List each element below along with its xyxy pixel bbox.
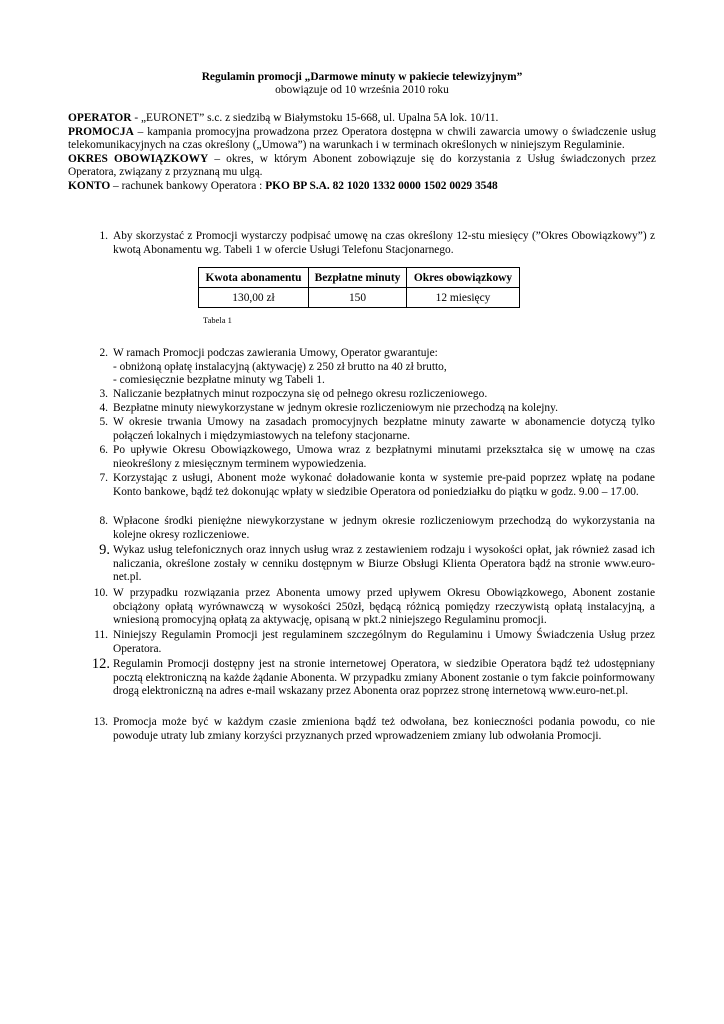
list-item-text (113, 347, 655, 388)
table-header: Okres obowiązkowy (407, 268, 520, 288)
definition-term: PROMOCJA (68, 125, 134, 138)
definition-konto (68, 180, 656, 194)
list-item-line: Aby skorzystać z Promocji wystarczy podpisać umowę na czas określony 12-stu miesięcy (”Okres Obowiązkowy”) z kwotą Abonamentu wg. Tabeli 1 w ofercie Usługi Telefonu Stacjonarnego. (113, 230, 655, 256)
definition-text: - „EURONET” s.c. z siedzibą w Białymstoku 15-668, ul. Upalna 5A lok. 10/11. (131, 112, 499, 124)
bank-account-number: PKO BP S.A. 82 1020 1332 0000 1502 0029 3548 (265, 179, 498, 192)
list-item-line: - comiesięcznie bezpłatne minuty wg Tabeli 1. (113, 374, 325, 386)
list-item-number: 13. (93, 716, 108, 728)
list-item-text (113, 515, 655, 542)
list-item-text (113, 629, 655, 656)
list-item-number: 12. (91, 656, 110, 672)
list-item-text (113, 658, 655, 699)
list-item-text (113, 587, 655, 628)
list-item-number: 8. (99, 515, 108, 527)
list-item-line: W ramach Promocji podczas zawierania Umowy, Operator gwarantuje: (113, 347, 438, 359)
list-item-line: - obniżoną opłatę instalacyjną (aktywację) z 250 zł brutto na 40 zł brutto, (113, 360, 447, 373)
table-header: Kwota abonamentu (199, 268, 309, 288)
list-item-line: Wpłacone środki pieniężne niewykorzystane w jednym okresie rozliczeniowym przechodzą do wykorzystania na kolejne okresy rozliczeniowe. (113, 515, 655, 541)
list-item-number: 7. (99, 472, 108, 484)
list-item-line: Wykaz usług telefonicznych oraz innych usług wraz z zestawieniem rodzaju i wysokości opłat, jak również zasad ich naliczania, określone zostały w cenniku dostępnym w Biurze Obsługi Klienta Operatora bądź na stronie www.euro-net.pl. (113, 544, 655, 583)
list-item-number: 5. (99, 416, 108, 428)
document-title: Regulamin promocji „Darmowe minuty w pakiecie telewizyjnym” (201, 71, 523, 83)
list-item-text (113, 402, 655, 416)
list-item-text (113, 716, 655, 743)
table-cell: 12 miesięcy (407, 288, 520, 308)
list-item-line: Niniejszy Regulamin Promocji jest regulaminem szczególnym do Regulaminu i Umowy Świadczenia Usług przez Operatora. (113, 629, 655, 655)
table-header: Bezpłatne minuty (309, 268, 407, 288)
list-item-number: 9. (99, 542, 110, 558)
list-item-text (113, 416, 655, 443)
list-item-number: 1. (99, 230, 108, 242)
list-item-text (113, 444, 655, 471)
table-row (199, 288, 520, 308)
definition-term: OPERATOR (68, 112, 132, 124)
list-item-line: W okresie trwania Umowy na zasadach promocyjnych bezpłatne minuty zawarte w abonamencie dotyczą tylko połączeń lokalnych i międzymiastowych na telefony stacjonarne. (113, 416, 655, 442)
document-subtitle: obowiązuje od 10 września 2010 roku (275, 84, 449, 96)
definition-promocja (68, 126, 656, 153)
definition-term: KONTO (68, 179, 111, 192)
list-item-number: 4. (99, 402, 108, 414)
promo-table (198, 267, 520, 308)
list-item-text (113, 544, 655, 585)
list-item-line: Korzystając z usługi, Abonent może wykonać doładowanie konta w systemie pre-paid poprzez wpłatę na podane Konto bankowe, bądź też dokonując wpłaty w siedzibie Operatora od poniedziałku do piątku w godz. 9.00 – 17.00. (113, 472, 655, 498)
definitions-block (68, 112, 656, 194)
definition-text: – rachunek bankowy Operatora : (110, 179, 266, 192)
table-caption: Tabela 1 (203, 315, 232, 325)
definition-operator (68, 112, 656, 126)
table-header-row (199, 268, 520, 288)
list-item-line: Po upływie Okresu Obowiązkowego, Umowa wraz z bezpłatnymi minutami przekształca się w umowę na czas nieokreślony z miesięcznym terminem wypowiedzenia. (113, 444, 655, 470)
list-item-number: 10. (93, 587, 108, 599)
list-item-text (113, 230, 655, 257)
list-item-number: 11. (94, 629, 108, 641)
list-item-number: 6. (99, 444, 108, 456)
definition-term: OKRES OBOWIĄZKOWY (68, 152, 209, 165)
table-cell: 130,00 zł (199, 288, 309, 308)
list-item-number: 3. (99, 388, 108, 400)
list-item-text (113, 388, 655, 402)
list-item-text (113, 472, 655, 499)
list-item-number: 2. (99, 347, 108, 359)
list-item-line: Bezpłatne minuty niewykorzystane w jednym okresie rozliczeniowym nie przechodzą na kolejny. (113, 402, 558, 414)
definition-text: – kampania promocyjna prowadzona przez Operatora dostępna w chwili zawarcia umowy o świadczenie usług telekomunikacyjnych na czas określony („Umowa”) na warunkach i w terminach określonych w niniejszym Regulaminie. (68, 125, 656, 152)
table-cell: 150 (309, 288, 407, 308)
list-item-line: Naliczanie bezpłatnych minut rozpoczyna się od pełnego okresu rozliczeniowego. (113, 388, 488, 400)
list-item-line: Regulamin Promocji dostępny jest na stronie internetowej Operatora, w siedzibie Operatora bądź też udostępniany pocztą elektroniczną na każde żądanie Abonenta. W przypadku zmiany Abonent zostanie o tym fakcie poinformowany drogą elektroniczną na adres e-mail wskazany przez Abonenta oraz poprzez stronę internetową www.euro-net.pl. (113, 658, 655, 697)
list-item-line: W przypadku rozwiązania przez Abonenta umowy przed upływem Okresu Obowiązkowego, Abonent zostanie obciążony opłatą wyrównawczą w wysokości 250zł, będącą różnicą pomiędzy rzeczywistą opłatą instalacyjną, a wniesioną promocyjną opłatą za aktywację, opisaną w pkt.2 niniejszego Regulaminu promocji. (113, 587, 655, 626)
list-item-line: Promocja może być w każdym czasie zmieniona bądź też odwołana, bez konieczności podania powodu, co nie powoduje utraty lub zmiany korzyści przyznanych przed wprowadzeniem zmiany lub odwołania Promocji. (113, 716, 655, 742)
definition-okres (68, 153, 656, 180)
definition-text: – okres, w którym Abonent zobowiązuje się do korzystania z Usług świadczonych przez Operatora, związany z przyznaną mu ulgą. (68, 152, 656, 179)
